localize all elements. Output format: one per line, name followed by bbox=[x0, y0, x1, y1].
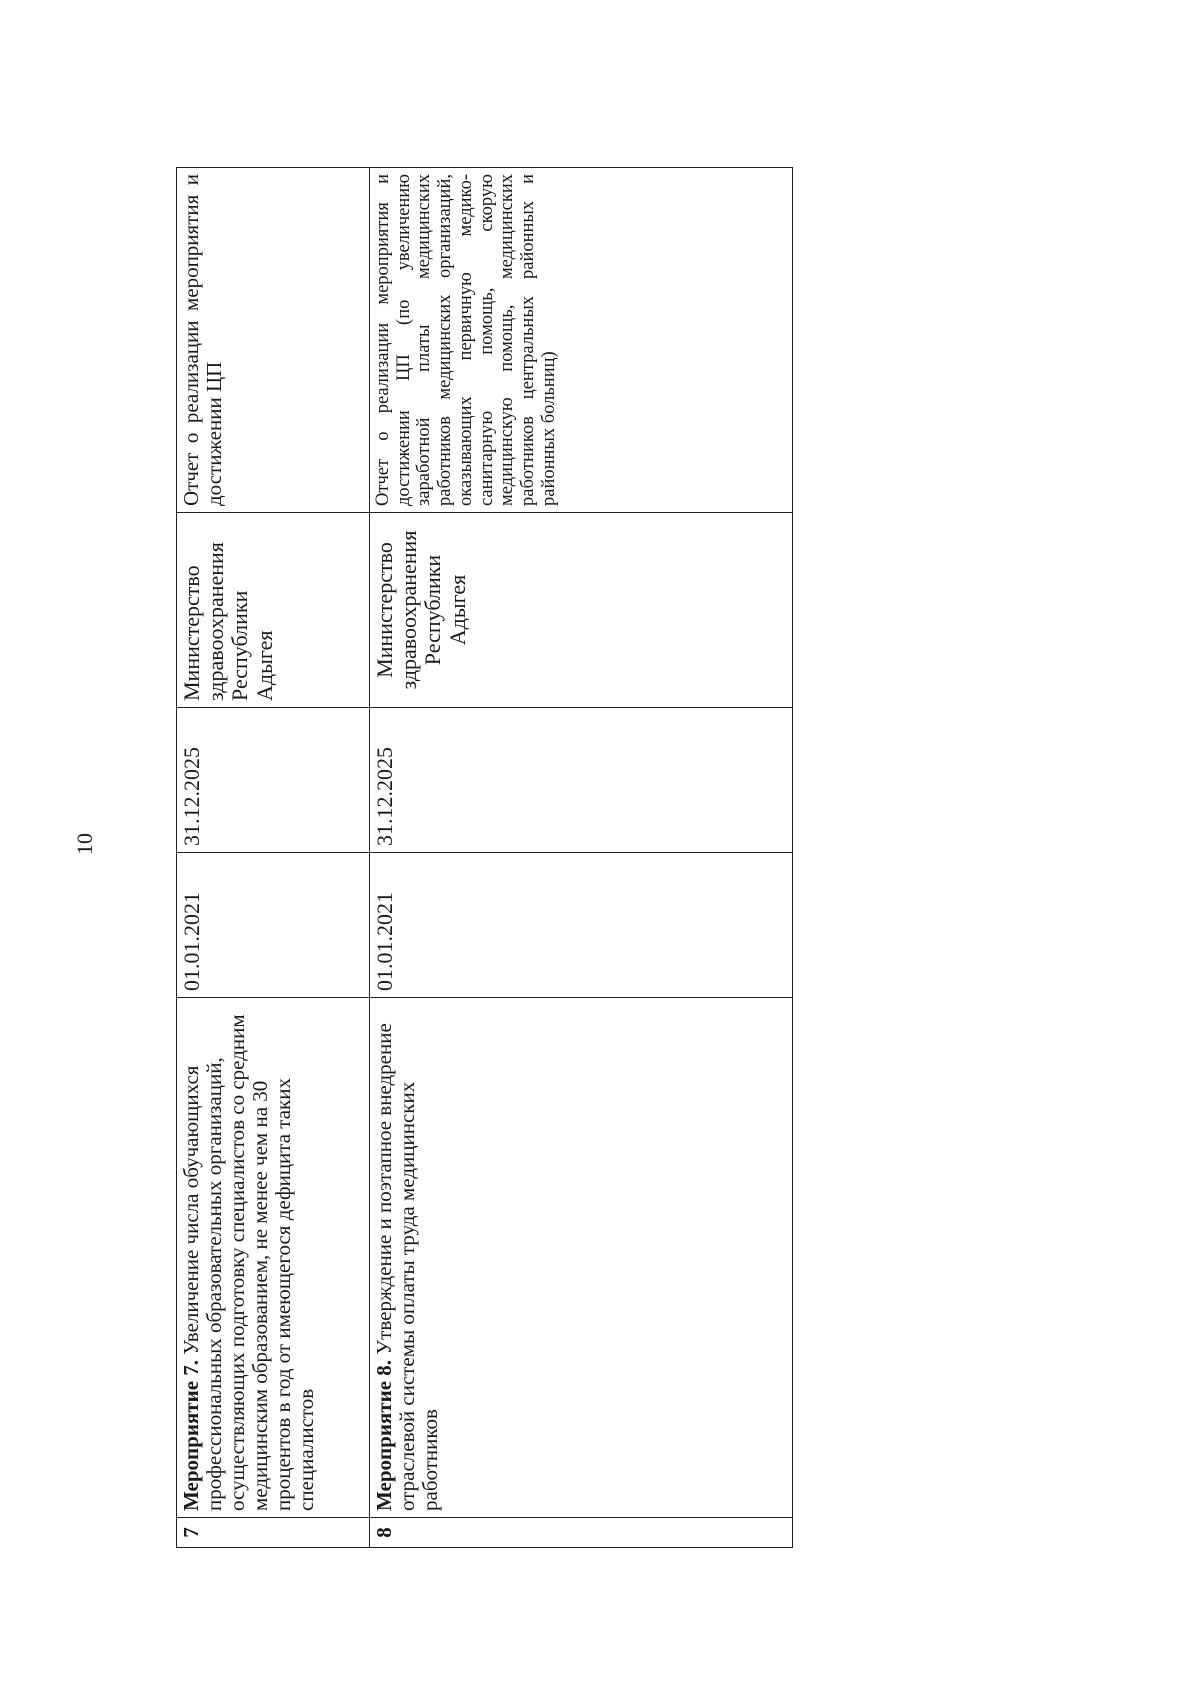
responsible-executor: Министерство здравоохранения Республики Адыгея bbox=[370, 513, 793, 708]
activity-title: Мероприятие 8. bbox=[372, 1359, 396, 1511]
row-number: 8 bbox=[370, 1518, 793, 1548]
activity-description bbox=[177, 998, 370, 1518]
row-number: 7 bbox=[177, 1518, 370, 1548]
activity-title: Мероприятие 7. bbox=[179, 1359, 203, 1511]
start-date: 01.01.2021 bbox=[370, 853, 793, 998]
table-row bbox=[177, 168, 370, 1548]
report-type: Отчет о реализации мероприятия и достижении ЦП bbox=[177, 168, 370, 513]
report-type: Отчет о реализации мероприятия и достижении ЦП (по увеличению заработной платы медицинских работников медицинских организаций, оказывающих первичную медико-санитарную помощь, скорую медицинскую помощь, медицинских работников центральных районных и районных больниц) bbox=[370, 168, 793, 513]
activity-text: Утверждение и поэтапное внедрение отраслевой системы оплаты труда медицинских работников bbox=[372, 1023, 443, 1511]
start-date: 01.01.2021 bbox=[177, 853, 370, 998]
end-date: 31.12.2025 bbox=[370, 708, 793, 853]
table-row bbox=[370, 168, 793, 1548]
page-number: 10 bbox=[72, 833, 97, 855]
activity-text: Увеличение числа обучающихся профессиональных образовательных организаций, осуществляющих подготовку специалистов со средним медицинским образованием, не менее чем на 30 процентов в год от имеющегося дефицита таких специалистов bbox=[179, 1014, 319, 1511]
activities-table bbox=[176, 167, 793, 1548]
end-date: 31.12.2025 bbox=[177, 708, 370, 853]
responsible-executor: Министерство здравоохранения Республики Адыгея bbox=[177, 513, 370, 708]
rotated-page-content bbox=[176, 168, 794, 1548]
activity-description bbox=[370, 998, 793, 1518]
